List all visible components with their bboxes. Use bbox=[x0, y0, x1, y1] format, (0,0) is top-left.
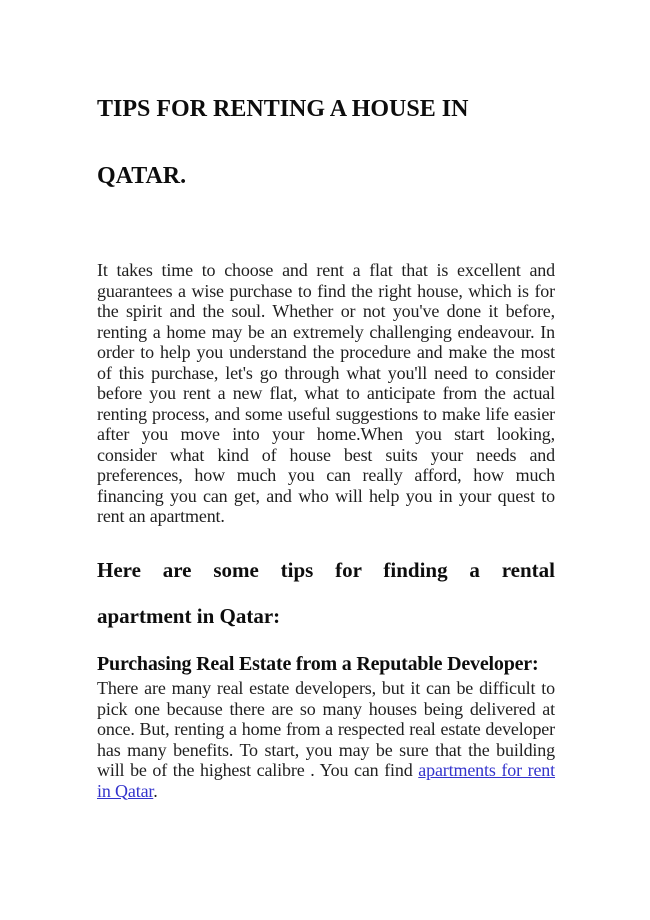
sentence-period: . bbox=[153, 780, 158, 801]
developer-line-link-continuation bbox=[97, 781, 555, 802]
section-heading-line-2: apartment in Qatar: bbox=[97, 604, 281, 628]
developer-line: has many benefits. To start, you may be sure that the building bbox=[97, 739, 555, 760]
apartments-for-rent-link-continued[interactable]: in Qatar bbox=[97, 780, 154, 801]
document-title-line-2: QATAR. bbox=[97, 163, 187, 189]
intro-line: after you move into your home.When you start looking, bbox=[97, 424, 555, 444]
intro-line: before you rent a new flat, what to anticipate from the actual bbox=[97, 383, 555, 403]
developer-line: There are many real estate developers, but it can be difficult to bbox=[97, 678, 555, 698]
intro-line: order to help you understand the procedure and make the most bbox=[97, 342, 555, 362]
developer-line: pick one because there are so many houses being delivered at bbox=[97, 698, 555, 719]
intro-line: rent an apartment. bbox=[97, 506, 225, 526]
intro-line: It takes time to choose and rent a flat that is excellent and bbox=[97, 260, 555, 280]
document-title-line-1: TIPS FOR RENTING A HOUSE IN bbox=[97, 96, 469, 122]
intro-line: the spirit and the soul. Whether or not you've done it before, bbox=[97, 301, 555, 321]
intro-line: guarantees a wise purchase to find the right house, which is for bbox=[97, 280, 555, 301]
text-before-link: will be of the highest calibre . You can find bbox=[97, 760, 419, 780]
section-heading-line-1: Here are some tips for finding a rental bbox=[97, 558, 555, 582]
intro-line: renting process, and some useful suggestions to make life easier bbox=[97, 403, 555, 424]
intro-paragraph bbox=[97, 260, 555, 527]
developer-paragraph bbox=[97, 678, 555, 801]
developer-line: once. But, renting a home from a respected real estate developer bbox=[97, 719, 555, 739]
intro-line: renting a home may be an extremely challenging endeavour. In bbox=[97, 321, 555, 342]
intro-line: preferences, how much you can really afford, how much bbox=[97, 465, 555, 485]
developer-line-with-link bbox=[97, 760, 555, 781]
subsection-heading: Purchasing Real Estate from a Reputable Developer: bbox=[97, 653, 539, 675]
apartments-for-rent-link[interactable]: apartments for rent bbox=[418, 760, 556, 780]
intro-line: of this purchase, let's go through what you'll need to consider bbox=[97, 362, 555, 383]
intro-line: consider what kind of house best suits your needs and bbox=[97, 444, 555, 465]
intro-line: financing you can get, and who will help you in your quest to bbox=[97, 485, 555, 506]
